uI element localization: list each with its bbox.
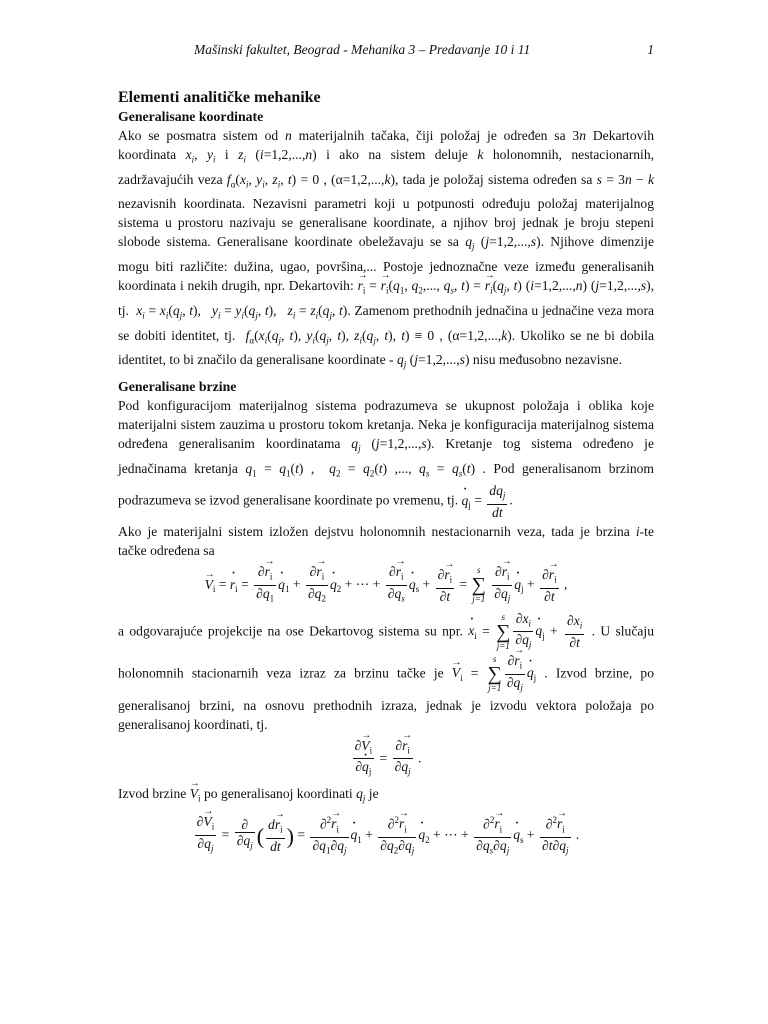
paragraph-velocity-coordinate: Izvod brzine → $V_i$ po generalisanoj koordinati $q_j$ je	[118, 784, 654, 809]
document-title: Elementi analitičke mehanike	[118, 89, 321, 106]
document-body	[118, 88, 654, 863]
paragraph-velocities: Pod konfiguracijom materijalnog sistema podrazumeva se ukupnost položaja i oblika koje materijalni sistem zauzima u prostoru tokom kretanja. Neka je konfiguracija materijalnog sistema određena generalisanim koordinatama $q_j$ (j=1,2,...,s). Kretanje tog sistema određeno je jednačinama kretanja $q_1 = q_1(t)$ , $q_2 = q_2(t)$ ,..., $q_s = q_s(t)$ . Pod generalisanom brzinom podrazumeva se izvod generalisane koordinate po vremenu, tj. · $q_j$ = $\frac{dq_j}{dt}$ .	[118, 396, 654, 520]
page-number: 1	[647, 42, 654, 57]
equation-velocity-derivative: $\frac{\partial\to V_i}{\partial\cdot q_j}$ = $\frac{\partial\to r_i}{\partial q_j}$ .	[118, 738, 654, 780]
section-title-velocities: Generalisane brzine	[118, 379, 237, 395]
equation-velocity: → $V_i$ = · $r_i$ = $\frac{\partial\to r_i}{\partial q_1}$ · $q_1$ + $\frac{\partial\to r_i}{\partial q_2}$ · $q_2$ + ⋯ + $\frac{\partial\to r_i}{\partial q_s}$ · $q_s$ + $\frac{\partial\to r_i}{\partial t}$ = s ∑ j=1 $\frac{\partial\to r_i}{\partial q_j}$ · $q_j$ + $\frac{\partial\to r_i}{\partial t}$ ,	[118, 564, 654, 606]
paragraph-coordinates: Ako se posmatra sistem od n materijalnih tačaka, čiji položaj je određen sa 3n Dekartovih koordinata $x_i$, $y_i$ i $z_i$ (i=1,2,...,n) i ako na sistem deluje k holonomnih, nestacionarnih, zadržavajućih veza $f_\alpha(x_i$, $y_i$, $z_i$, t) = 0 , (α=1,2,...,k), tada je položaj sistema određen sa s = 3n − k nezavisnih koordinata. Nezavisni parametri koji u potpunosti određuju položaj materijalnog sistema u prostoru nazivaju se generalisane koordinate, a njihov broj jednak je broju stepeni slobode sistema. Generalisane koordinate obeležavaju se sa $q_j$ (j=1,2,...,s). Njihove dimenzije mogu biti različite: dužina, ugao, površina,... Postoje jednoznačne veze između generalisanih koordinata i nekih drugih, npr. Dekartovih: → $r_i$ = → $r_i(q_1$, $q_2$,..., $q_s$, t) = → $r_i(q_j$, t) (i=1,2,...,n) (j=1,2,...,s), tj. $x_i = x_i(q_j$, t), $y_i = y_i(q_j$, t), $z_i = z_i(q_j$, t). Zamenom prethodnih jednačina u jednačine veza mora se dobiti identitet, tj. $f_\alpha(x_i(q_j$, t), $y_i(q_j$, t), $z_i(q_j$, t), t) ≡ 0 , (α=1,2,...,k). Ukoliko se ne bi dobila identitet, to bi značilo da generalisane koordinate - $q_j$ (j=1,2,...,s) nisu međusobno nezavisne.	[118, 126, 654, 375]
header-title: Mašinski fakultet, Beograd - Mehanika 3 – Predavanje 10 i 11	[194, 42, 531, 57]
equation-second-derivative: $\frac{\partial\to V_i}{\partial q_j}$ = $\frac{\partial}{\partial q_j}$ ( $\frac{d\to r_i}{dt}$ ) = $\frac{\partial^2\to r_i}{\partial q_1\partial q_j}$ · $q_1$ + $\frac{\partial^2\to r_i}{\partial q_2\partial q_j}$ · $q_2$ + ⋯ + $\frac{\partial^2\to r_i}{\partial q_s\partial q_j}$ · $q_s$ + $\frac{\partial^2\to r_i}{\partial t\partial q_j}$ .	[118, 813, 654, 859]
paragraph-velocity-intro: Ako je materijalni sistem izložen dejstvu holonomnih nestacionarnih veza, tada je brzina i-te tačke određena sa	[118, 524, 654, 559]
paragraph-projections: a odgovarajuće projekcije na ose Dekartovog sistema su npr. · $x_i$ = s ∑ j=1 $\frac{\partial x_i}{\partial q_j}$ · $q_j$ + $\frac{\partial x_i}{\partial t}$ . U slučaju holonomnih stacionarnih veza izraz za brzinu tačke je → $V_i$ = s ∑ j=1 $\frac{\partial\to r_i}{\partial q_j}$ · $q_j$ . Izvod brzine, po generalisanoj brzini, na osnovu prethodnih izraza, jednak je izvodu vektora položaja po generalisanoj koordinati, tj.	[118, 611, 654, 734]
section-title-coordinates: Generalisane koordinate	[118, 109, 264, 124]
